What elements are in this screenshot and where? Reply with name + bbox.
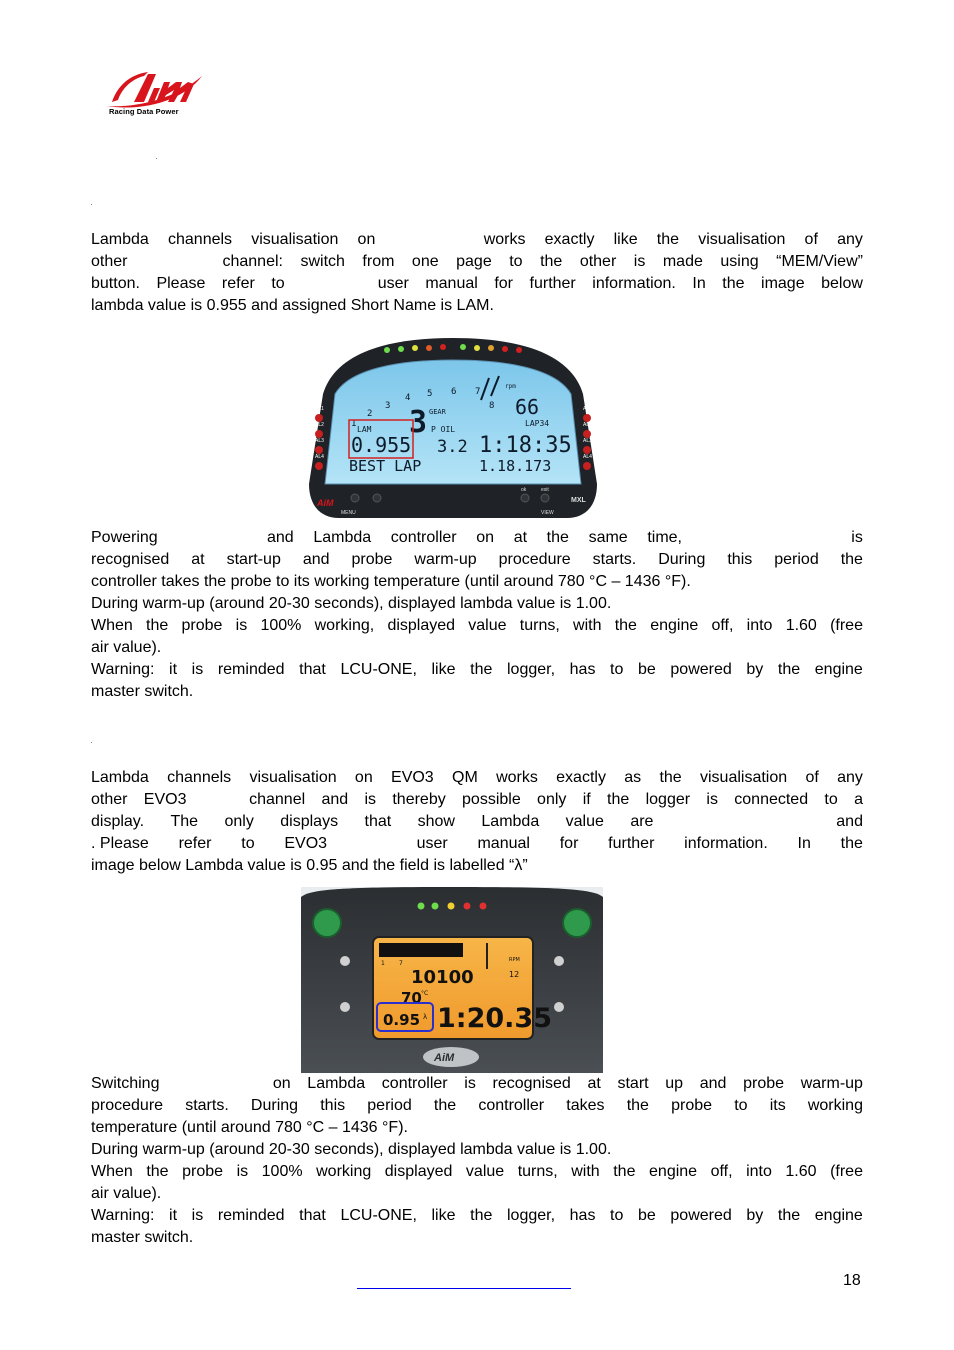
rpm-value: 10100 (411, 967, 474, 988)
text-line (91, 273, 863, 295)
text-line: lambda value is 0.955 and assigned Short Name is LAM. (91, 297, 494, 314)
word: the (540, 253, 563, 270)
word: works (496, 769, 538, 786)
dash-logo: AiM (317, 498, 334, 508)
blank-gap (702, 527, 832, 549)
word: other (91, 791, 128, 808)
lam-label: LAM (357, 425, 372, 434)
text-line: air value). (91, 639, 162, 656)
text-line (91, 615, 863, 637)
page-mark (91, 204, 92, 205)
alarm-label: AL4 (583, 454, 592, 460)
word: (free (830, 617, 863, 634)
rpm-scale-tick: 3 (385, 401, 391, 411)
word: this (727, 551, 753, 568)
word: for (494, 275, 513, 292)
gear-value: 3 (409, 405, 428, 440)
word: connected (734, 791, 809, 808)
word: further (608, 835, 655, 852)
menu-button-label: MENU (341, 510, 356, 516)
blank-gap (176, 1073, 256, 1095)
word: information. (592, 275, 676, 292)
word: controller (381, 1075, 448, 1092)
word: recognised (91, 551, 170, 568)
word: period (774, 551, 819, 568)
word: warm-up (414, 551, 477, 568)
page-mark (91, 742, 92, 743)
blank-gap (680, 811, 810, 833)
word: displayed (384, 1163, 453, 1180)
word: 100% (261, 1163, 303, 1180)
text-line: During warm-up (around 20-30 seconds), displayed lambda value is 1.00. (91, 595, 612, 612)
word: that (299, 1207, 326, 1224)
text-line (91, 527, 863, 549)
word: manual (477, 835, 530, 852)
text-line (91, 1073, 863, 1095)
word: In (692, 275, 706, 292)
rpm-value: 66 (515, 395, 540, 419)
rpm-scale-tick: 7 (475, 387, 481, 397)
word: other (579, 253, 617, 270)
word: channel: (222, 253, 283, 270)
word: to (610, 1207, 624, 1224)
word: value (468, 617, 507, 634)
word: refer (221, 275, 255, 292)
word: by (746, 661, 764, 678)
word: user (416, 835, 448, 852)
word: like (613, 231, 638, 248)
word: that (299, 661, 326, 678)
word: engine (649, 1163, 698, 1180)
word: takes (566, 1097, 605, 1114)
rpm-unit-label: rpm (505, 383, 516, 390)
word: LCU-ONE, (340, 1207, 417, 1224)
word: turns, (517, 1163, 558, 1180)
word: the (146, 617, 169, 634)
word: exactly (556, 769, 606, 786)
word: has (569, 1207, 596, 1224)
word: . Please (91, 835, 149, 852)
word: and (699, 1075, 727, 1092)
word: (free (830, 1163, 863, 1180)
green-button (563, 909, 591, 937)
word: one (411, 253, 439, 270)
word: Lambda (91, 231, 149, 248)
word: on (357, 231, 376, 248)
word: on (272, 1075, 291, 1092)
word: information. (684, 835, 768, 852)
section1-paragraph2 (91, 527, 863, 703)
text-line (91, 833, 863, 855)
word: the (722, 275, 745, 292)
text-line: master switch. (91, 1229, 194, 1246)
text-line: master switch. (91, 683, 194, 700)
word: is (236, 1163, 249, 1180)
word: EVO3 (284, 835, 328, 852)
blank-gap (357, 833, 387, 855)
text-line (91, 767, 863, 789)
wheel-logo: AiM (434, 1052, 455, 1064)
word: logger, (506, 1207, 556, 1224)
word: logger (645, 791, 691, 808)
word: the (614, 617, 637, 634)
word: it (169, 661, 178, 678)
word: any (837, 231, 863, 248)
alarm-label: AL3 (315, 438, 324, 444)
word: refer (178, 835, 212, 852)
temp-value: 70 (401, 989, 422, 1007)
blank-gap (145, 251, 205, 273)
word: the (146, 1163, 169, 1180)
word: and (321, 791, 349, 808)
word: to (734, 1097, 748, 1114)
word: only (537, 791, 567, 808)
word: is (191, 1207, 204, 1224)
word: engine (814, 661, 863, 678)
word: visualisation (698, 231, 786, 248)
bar-tick: 7 (399, 960, 403, 967)
section2-paragraph1 (91, 767, 863, 877)
word: it (169, 1207, 178, 1224)
text-line (91, 549, 863, 571)
word: starts. (592, 551, 637, 568)
word: 1.60 (785, 1163, 817, 1180)
word: probe (182, 1163, 224, 1180)
rpm-label: RPM (509, 957, 520, 963)
alarm-label: AL1 (315, 406, 324, 412)
word: engine (650, 617, 699, 634)
word: start (617, 1075, 649, 1092)
word: to (509, 253, 523, 270)
word: When (91, 617, 133, 634)
word: and (266, 529, 294, 546)
word: made (662, 253, 703, 270)
word: off, (711, 617, 734, 634)
word: the (659, 769, 682, 786)
word: at (587, 1075, 601, 1092)
word: on (354, 769, 373, 786)
exit-button-label: exit (541, 487, 549, 493)
word: Powering (91, 529, 158, 546)
word: and (302, 551, 330, 568)
word: Lambda (91, 769, 149, 786)
blank-gap (395, 229, 465, 251)
text-line: temperature (until around 780 °C – 1436 °F). (91, 1119, 408, 1136)
word: that (364, 813, 392, 830)
word: for (559, 835, 579, 852)
word: as (624, 769, 642, 786)
word: possible (462, 791, 521, 808)
rpm-scale-tick: 1 (351, 419, 357, 429)
word: probe (671, 1097, 713, 1114)
word: is (851, 529, 863, 546)
alarm-label: AL2 (583, 422, 592, 428)
section2-paragraph2 (91, 1073, 863, 1249)
word: Switching (91, 1075, 160, 1092)
word: to (824, 791, 838, 808)
word: the (607, 791, 630, 808)
lap-label: LAP34 (525, 419, 550, 428)
word: is (706, 791, 718, 808)
word: by (746, 1207, 764, 1224)
alarm-label: AL3 (583, 438, 592, 444)
word: and (836, 813, 863, 830)
poil-value: 3.2 (437, 437, 468, 457)
word: has (569, 661, 596, 678)
poil-label: P OIL (431, 425, 456, 434)
word: powered (670, 661, 732, 678)
word: working, (314, 617, 375, 634)
word: displays (280, 813, 339, 830)
word: working (807, 1097, 863, 1114)
best-lap-time: 1.18.173 (479, 457, 552, 475)
word: powered (670, 1207, 732, 1224)
word: its (769, 1097, 786, 1114)
word: only (224, 813, 254, 830)
text-line (91, 1161, 863, 1183)
word: with (571, 1163, 600, 1180)
word: the (433, 1097, 457, 1114)
word: the (626, 1097, 649, 1114)
mxl-dash-figure (305, 334, 601, 520)
blank-gap (203, 789, 233, 811)
word: works (483, 231, 526, 248)
word: is (364, 791, 377, 808)
rpm-scale-tick: 5 (427, 389, 433, 399)
word: time, (647, 529, 682, 546)
word: manual (425, 275, 478, 292)
footer-link-underline[interactable] (357, 1288, 571, 1289)
word: controller (478, 1097, 545, 1114)
text-line (91, 1095, 863, 1117)
word: be (638, 661, 656, 678)
word: probe (181, 617, 223, 634)
text-line: image below Lambda value is 0.95 and the field is labelled “λ” (91, 857, 528, 874)
logo-tagline: Racing Data Power (109, 107, 179, 116)
word: visualisation (249, 769, 337, 786)
word: further (529, 275, 576, 292)
word: off, (710, 1163, 733, 1180)
text-line (91, 659, 863, 681)
word: show (417, 813, 455, 830)
bar-tick: 1 (381, 960, 385, 967)
word: procedure (498, 551, 571, 568)
word: user (377, 275, 409, 292)
text-line: During warm-up (around 20-30 seconds), displayed lambda value is 1.00. (91, 1141, 612, 1158)
word: The (170, 813, 199, 830)
text-line: controller takes the probe to its working temperature (until around 780 °C – 1436 °F). (91, 573, 691, 590)
text-line: air value). (91, 1185, 162, 1202)
lambda-value: 0.955 (351, 433, 412, 457)
word: start-up (226, 551, 281, 568)
word: the (840, 835, 863, 852)
page-mark (156, 158, 157, 159)
best-lap-label: BEST LAP (349, 457, 422, 475)
word: 1.60 (785, 617, 817, 634)
text-line (91, 251, 863, 273)
word: is (464, 1075, 476, 1092)
word: period (367, 1097, 412, 1114)
word: the (840, 551, 863, 568)
word: During (250, 1097, 299, 1114)
rpm-scale-tick: 6 (451, 387, 457, 397)
word: at (191, 551, 205, 568)
text-line (91, 811, 863, 833)
word: channels (168, 231, 233, 248)
word: any (837, 769, 863, 786)
word: at (513, 529, 528, 546)
word: the (656, 231, 680, 248)
word: LCU-ONE, (340, 661, 417, 678)
word: the (777, 1207, 801, 1224)
word: like (431, 661, 456, 678)
word: value (565, 813, 604, 830)
word: if (582, 791, 591, 808)
lambda-symbol: λ (423, 1013, 428, 1021)
word: the (470, 1207, 493, 1224)
word: visualisation (700, 769, 788, 786)
word: is (235, 617, 248, 634)
word: Warning: (91, 661, 155, 678)
word: channel (249, 791, 306, 808)
word: working (316, 1163, 372, 1180)
word: When (91, 1163, 133, 1180)
word: of (804, 231, 818, 248)
word: Lambda (481, 813, 540, 830)
word: procedure (91, 1097, 164, 1114)
word: page (456, 253, 492, 270)
word: the (613, 1163, 636, 1180)
text-line (91, 229, 863, 251)
word: to (241, 835, 255, 852)
rpm-scale-tick: 4 (405, 393, 411, 403)
word: reminded (217, 661, 285, 678)
word: value (465, 1163, 505, 1180)
word: QM (452, 769, 478, 786)
word: the (546, 529, 569, 546)
word: “MEM/View” (776, 253, 863, 270)
lambda-value: 0.95 (383, 1011, 421, 1029)
word: thereby (392, 791, 446, 808)
word: into (746, 1163, 772, 1180)
word: displayed (387, 617, 456, 634)
word: Lambda (307, 1075, 366, 1092)
rpm-scale-tick: 8 (489, 401, 495, 411)
word: exactly (544, 231, 595, 248)
word: In (797, 835, 811, 852)
word: During (658, 551, 706, 568)
lap-time: 1:20.35 (437, 1003, 552, 1034)
view-button-label: VIEW (541, 510, 554, 516)
model-label: MXL (571, 497, 586, 504)
word: into (746, 617, 773, 634)
text-line (91, 1205, 863, 1227)
word: this (320, 1097, 346, 1114)
word: visualisation (251, 231, 339, 248)
word: to (610, 661, 624, 678)
word: channels (167, 769, 232, 786)
rpm-bargraph (379, 943, 463, 957)
word: on (476, 529, 495, 546)
word: display. (91, 813, 145, 830)
alarm-label: AL4 (315, 454, 324, 460)
word: warm-up (800, 1075, 863, 1092)
word: 100% (260, 617, 302, 634)
word: EVO3 (143, 791, 187, 808)
word: the (470, 661, 493, 678)
text-line (91, 789, 863, 811)
word: below (821, 275, 863, 292)
word: are (630, 813, 654, 830)
alarm-label: AL1 (583, 406, 592, 412)
page-number: 18 (843, 1272, 861, 1289)
steering-display-figure (301, 887, 603, 1073)
word: reminded (217, 1207, 285, 1224)
word: is (191, 661, 204, 678)
word: up (665, 1075, 684, 1092)
word: engine (814, 1207, 863, 1224)
word: be (638, 1207, 656, 1224)
word: EVO3 (391, 769, 434, 786)
word: image (761, 275, 805, 292)
word: switch (300, 253, 345, 270)
word: controller (390, 529, 457, 546)
gear-value: 12 (509, 970, 520, 979)
word: a (854, 791, 863, 808)
word: is (633, 253, 646, 270)
word: Please (156, 275, 206, 292)
ok-button-label: ok (521, 487, 527, 493)
gear-label: GEAR (429, 408, 446, 416)
word: other (91, 253, 128, 270)
alarm-label: AL2 (315, 422, 324, 428)
word: turns, (519, 617, 560, 634)
word: with (573, 617, 602, 634)
word: same (588, 529, 628, 546)
word: using (720, 253, 759, 270)
word: Lambda (313, 529, 372, 546)
green-button (313, 909, 341, 937)
lap-time: 1:18:35 (479, 433, 572, 458)
blank-gap (301, 273, 361, 295)
word: the (777, 661, 801, 678)
word: probe (351, 551, 393, 568)
word: button. (91, 275, 140, 292)
word: probe (743, 1075, 785, 1092)
word: Warning: (91, 1207, 155, 1224)
word: like (431, 1207, 456, 1224)
word: to (271, 275, 285, 292)
temp-unit: °C (421, 990, 429, 997)
rpm-scale-tick: 2 (367, 409, 373, 419)
section1-paragraph1 (91, 229, 863, 317)
blank-gap (177, 527, 247, 549)
word: from (362, 253, 395, 270)
word: recognised (492, 1075, 571, 1092)
word: starts. (185, 1097, 229, 1114)
word: logger, (506, 661, 556, 678)
word: of (805, 769, 819, 786)
